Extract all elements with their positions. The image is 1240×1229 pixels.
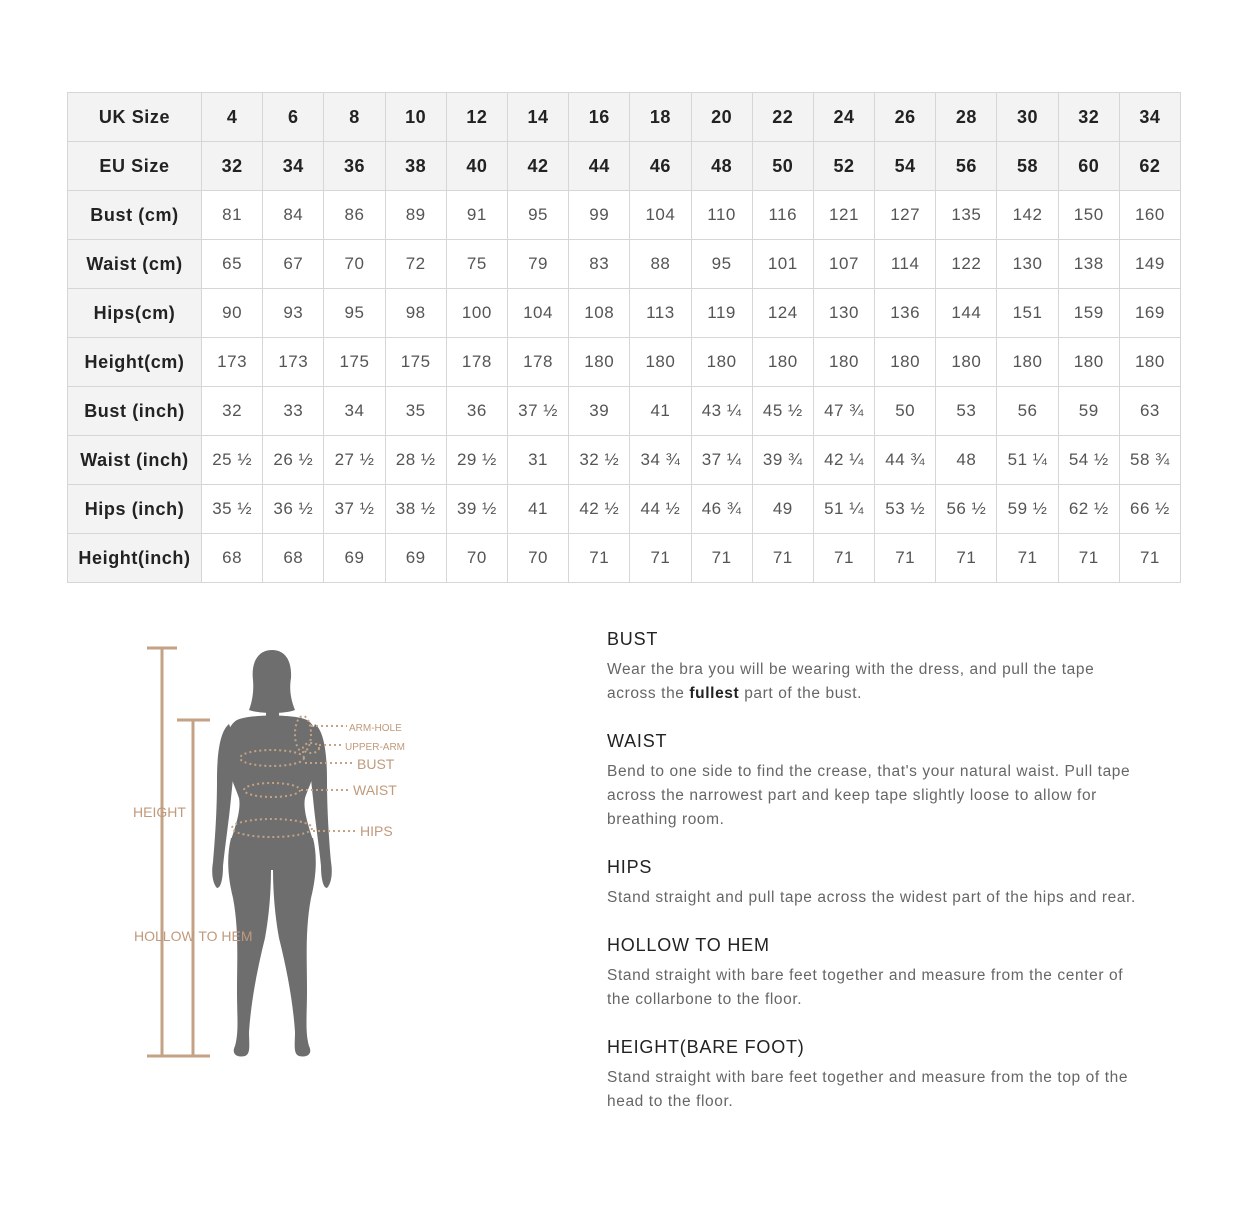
- table-cell: 72: [385, 240, 446, 289]
- table-cell: 29 ½: [446, 436, 507, 485]
- hips-label: HIPS: [360, 823, 393, 839]
- table-cell: 95: [507, 191, 568, 240]
- table-cell: 71: [813, 534, 874, 583]
- guide-hips: [607, 856, 1147, 910]
- table-cell: 127: [875, 191, 936, 240]
- table-cell: 116: [752, 191, 813, 240]
- table-cell: 180: [569, 338, 630, 387]
- table-cell: 27 ½: [324, 436, 385, 485]
- table-row: [68, 436, 1181, 485]
- table-cell: 71: [997, 534, 1058, 583]
- table-row: [68, 142, 1181, 191]
- table-cell: 35: [385, 387, 446, 436]
- table-cell: 71: [569, 534, 630, 583]
- table-cell: 88: [630, 240, 691, 289]
- table-cell: 124: [752, 289, 813, 338]
- table-cell: 32: [202, 387, 263, 436]
- table-cell: 36: [446, 387, 507, 436]
- measurement-figure: [125, 640, 445, 1070]
- table-row: [68, 387, 1181, 436]
- table-cell: 86: [324, 191, 385, 240]
- table-cell: 69: [324, 534, 385, 583]
- guide-hollow-to-hem-title: HOLLOW TO HEM: [607, 935, 770, 955]
- table-cell: 12: [446, 93, 507, 142]
- guide-bust-title: BUST: [607, 629, 659, 649]
- table-cell: 46 ¾: [691, 485, 752, 534]
- table-cell: 180: [1119, 338, 1180, 387]
- table-cell: 180: [1058, 338, 1119, 387]
- table-cell: 180: [691, 338, 752, 387]
- table-cell: 150: [1058, 191, 1119, 240]
- table-cell: 175: [324, 338, 385, 387]
- table-cell: 35 ½: [202, 485, 263, 534]
- table-cell: 81: [202, 191, 263, 240]
- guide-hips-text: Stand straight and pull tape across the widest part of the hips and rear.: [607, 889, 1136, 906]
- table-cell: 54 ½: [1058, 436, 1119, 485]
- table-cell: 71: [691, 534, 752, 583]
- table-cell: 53: [936, 387, 997, 436]
- table-cell: 56: [997, 387, 1058, 436]
- table-cell: 178: [446, 338, 507, 387]
- table-cell: 52: [813, 142, 874, 191]
- table-cell: 180: [936, 338, 997, 387]
- table-row: [68, 240, 1181, 289]
- table-cell: 178: [507, 338, 568, 387]
- arm-hole-label: ARM-HOLE: [349, 723, 402, 734]
- upper-arm-label: UPPER-ARM: [345, 742, 406, 753]
- table-cell: 65: [202, 240, 263, 289]
- guide-bust-text-bold: fullest: [689, 685, 740, 702]
- guide-hips-title: HIPS: [607, 857, 653, 877]
- table-row: [68, 338, 1181, 387]
- table-cell: 22: [752, 93, 813, 142]
- table-cell: 34: [1119, 93, 1180, 142]
- table-cell: 68: [202, 534, 263, 583]
- table-cell: 113: [630, 289, 691, 338]
- table-cell: 62: [1119, 142, 1180, 191]
- table-cell: 89: [385, 191, 446, 240]
- table-cell: 26 ½: [263, 436, 324, 485]
- guide-bust-text: [607, 658, 1147, 706]
- row-label: Height(inch): [68, 534, 202, 583]
- table-row: [68, 289, 1181, 338]
- table-cell: 71: [1119, 534, 1180, 583]
- table-cell: 91: [446, 191, 507, 240]
- table-cell: 180: [875, 338, 936, 387]
- table-cell: 25 ½: [202, 436, 263, 485]
- table-cell: 75: [446, 240, 507, 289]
- table-cell: 48: [691, 142, 752, 191]
- table-cell: 28: [936, 93, 997, 142]
- table-cell: 40: [446, 142, 507, 191]
- table-cell: 42 ¼: [813, 436, 874, 485]
- size-table: [67, 92, 1181, 583]
- table-cell: 175: [385, 338, 446, 387]
- table-cell: 39 ½: [446, 485, 507, 534]
- table-cell: 56: [936, 142, 997, 191]
- row-label: Hips(cm): [68, 289, 202, 338]
- table-cell: 30: [997, 93, 1058, 142]
- table-cell: 144: [936, 289, 997, 338]
- table-cell: 93: [263, 289, 324, 338]
- table-cell: 99: [569, 191, 630, 240]
- table-cell: 39 ¾: [752, 436, 813, 485]
- table-cell: 67: [263, 240, 324, 289]
- table-cell: 16: [569, 93, 630, 142]
- table-cell: 60: [1058, 142, 1119, 191]
- row-label: Hips (inch): [68, 485, 202, 534]
- table-cell: 45 ½: [752, 387, 813, 436]
- height-label: HEIGHT: [133, 804, 186, 820]
- table-cell: 34: [263, 142, 324, 191]
- guide-bust-text-before: Wear the bra you will be wearing with the dress, and pull the tape across the: [607, 661, 1095, 702]
- table-cell: 43 ¼: [691, 387, 752, 436]
- table-cell: 66 ½: [1119, 485, 1180, 534]
- table-cell: 58 ¾: [1119, 436, 1180, 485]
- guide-bust-text-after: part of the bust.: [739, 685, 863, 702]
- table-cell: 32: [1058, 93, 1119, 142]
- table-cell: 62 ½: [1058, 485, 1119, 534]
- table-cell: 71: [630, 534, 691, 583]
- table-cell: 37 ½: [507, 387, 568, 436]
- table-cell: 38 ½: [385, 485, 446, 534]
- table-cell: 31: [507, 436, 568, 485]
- table-cell: 49: [752, 485, 813, 534]
- guide-height: [607, 1036, 1147, 1114]
- row-label: EU Size: [68, 142, 202, 191]
- table-cell: 14: [507, 93, 568, 142]
- table-cell: 71: [1058, 534, 1119, 583]
- table-cell: 122: [936, 240, 997, 289]
- table-cell: 56 ½: [936, 485, 997, 534]
- table-cell: 130: [997, 240, 1058, 289]
- table-cell: 138: [1058, 240, 1119, 289]
- table-cell: 119: [691, 289, 752, 338]
- woman-silhouette: [212, 650, 332, 1057]
- table-cell: 173: [263, 338, 324, 387]
- table-cell: 68: [263, 534, 324, 583]
- table-cell: 36 ½: [263, 485, 324, 534]
- table-cell: 38: [385, 142, 446, 191]
- row-label: Height(cm): [68, 338, 202, 387]
- row-label: Waist (cm): [68, 240, 202, 289]
- row-label: Bust (inch): [68, 387, 202, 436]
- table-cell: 28 ½: [385, 436, 446, 485]
- table-cell: 90: [202, 289, 263, 338]
- table-cell: 36: [324, 142, 385, 191]
- table-cell: 24: [813, 93, 874, 142]
- table-cell: 114: [875, 240, 936, 289]
- table-cell: 130: [813, 289, 874, 338]
- guide-hollow-to-hem-text: Stand straight with bare feet together and measure from the center of the collarbone to the floor.: [607, 967, 1124, 1008]
- table-cell: 47 ¾: [813, 387, 874, 436]
- body-silhouette-diagram: [125, 640, 445, 1070]
- table-cell: 42 ½: [569, 485, 630, 534]
- hollow-to-hem-label: HOLLOW TO HEM: [134, 928, 253, 944]
- table-cell: 151: [997, 289, 1058, 338]
- bust-label: BUST: [357, 756, 395, 772]
- table-cell: 48: [936, 436, 997, 485]
- table-cell: 107: [813, 240, 874, 289]
- table-cell: 135: [936, 191, 997, 240]
- table-cell: 59: [1058, 387, 1119, 436]
- row-label: Bust (cm): [68, 191, 202, 240]
- table-cell: 50: [752, 142, 813, 191]
- table-cell: 58: [997, 142, 1058, 191]
- table-cell: 34 ¾: [630, 436, 691, 485]
- table-cell: 42: [507, 142, 568, 191]
- table-cell: 32 ½: [569, 436, 630, 485]
- height-bracket: [147, 648, 177, 1056]
- table-cell: 101: [752, 240, 813, 289]
- table-cell: 41: [630, 387, 691, 436]
- table-cell: 159: [1058, 289, 1119, 338]
- table-cell: 108: [569, 289, 630, 338]
- table-cell: 69: [385, 534, 446, 583]
- table-cell: 26: [875, 93, 936, 142]
- table-cell: 50: [875, 387, 936, 436]
- table-cell: 8: [324, 93, 385, 142]
- table-cell: 33: [263, 387, 324, 436]
- guide-waist-text: Bend to one side to find the crease, that's your natural waist. Pull tape across the narrowest part and keep tape slightly loose to allow for breathing room.: [607, 763, 1131, 828]
- table-row: [68, 93, 1181, 142]
- table-cell: 63: [1119, 387, 1180, 436]
- table-cell: 18: [630, 93, 691, 142]
- table-cell: 6: [263, 93, 324, 142]
- table-cell: 95: [691, 240, 752, 289]
- table-cell: 84: [263, 191, 324, 240]
- table-cell: 32: [202, 142, 263, 191]
- guide-bust: [607, 628, 1147, 706]
- table-cell: 53 ½: [875, 485, 936, 534]
- table-cell: 110: [691, 191, 752, 240]
- size-chart: [67, 92, 1181, 583]
- table-cell: 37 ½: [324, 485, 385, 534]
- table-cell: 46: [630, 142, 691, 191]
- table-cell: 180: [630, 338, 691, 387]
- size-table-body: [68, 93, 1181, 583]
- table-cell: 180: [752, 338, 813, 387]
- table-cell: 95: [324, 289, 385, 338]
- table-cell: 121: [813, 191, 874, 240]
- table-row: [68, 485, 1181, 534]
- table-cell: 71: [752, 534, 813, 583]
- table-cell: 136: [875, 289, 936, 338]
- guide-height-title: HEIGHT(BARE FOOT): [607, 1037, 805, 1057]
- guide-hollow-to-hem: [607, 934, 1147, 1012]
- table-cell: 20: [691, 93, 752, 142]
- table-row: [68, 534, 1181, 583]
- table-cell: 79: [507, 240, 568, 289]
- guide-height-text: Stand straight with bare feet together and measure from the top of the head to the floor.: [607, 1069, 1129, 1110]
- table-cell: 104: [507, 289, 568, 338]
- table-cell: 98: [385, 289, 446, 338]
- table-cell: 44 ½: [630, 485, 691, 534]
- measurement-guide: [607, 628, 1147, 1138]
- table-cell: 70: [446, 534, 507, 583]
- table-row: [68, 191, 1181, 240]
- table-cell: 54: [875, 142, 936, 191]
- table-cell: 51 ¼: [813, 485, 874, 534]
- table-cell: 169: [1119, 289, 1180, 338]
- table-cell: 173: [202, 338, 263, 387]
- table-cell: 59 ½: [997, 485, 1058, 534]
- table-cell: 39: [569, 387, 630, 436]
- table-cell: 180: [813, 338, 874, 387]
- table-cell: 100: [446, 289, 507, 338]
- table-cell: 37 ¼: [691, 436, 752, 485]
- table-cell: 44: [569, 142, 630, 191]
- table-cell: 10: [385, 93, 446, 142]
- row-label: UK Size: [68, 93, 202, 142]
- guide-waist-title: WAIST: [607, 731, 668, 751]
- table-cell: 70: [507, 534, 568, 583]
- table-cell: 71: [936, 534, 997, 583]
- table-cell: 44 ¾: [875, 436, 936, 485]
- table-cell: 34: [324, 387, 385, 436]
- waist-label: WAIST: [353, 782, 397, 798]
- table-cell: 51 ¼: [997, 436, 1058, 485]
- table-cell: 71: [875, 534, 936, 583]
- table-cell: 70: [324, 240, 385, 289]
- table-cell: 180: [997, 338, 1058, 387]
- table-cell: 160: [1119, 191, 1180, 240]
- table-cell: 41: [507, 485, 568, 534]
- row-label: Waist (inch): [68, 436, 202, 485]
- table-cell: 83: [569, 240, 630, 289]
- guide-waist: [607, 730, 1147, 832]
- hollow-to-hem-bracket: [177, 720, 210, 1056]
- table-cell: 142: [997, 191, 1058, 240]
- table-cell: 149: [1119, 240, 1180, 289]
- table-cell: 104: [630, 191, 691, 240]
- table-cell: 4: [202, 93, 263, 142]
